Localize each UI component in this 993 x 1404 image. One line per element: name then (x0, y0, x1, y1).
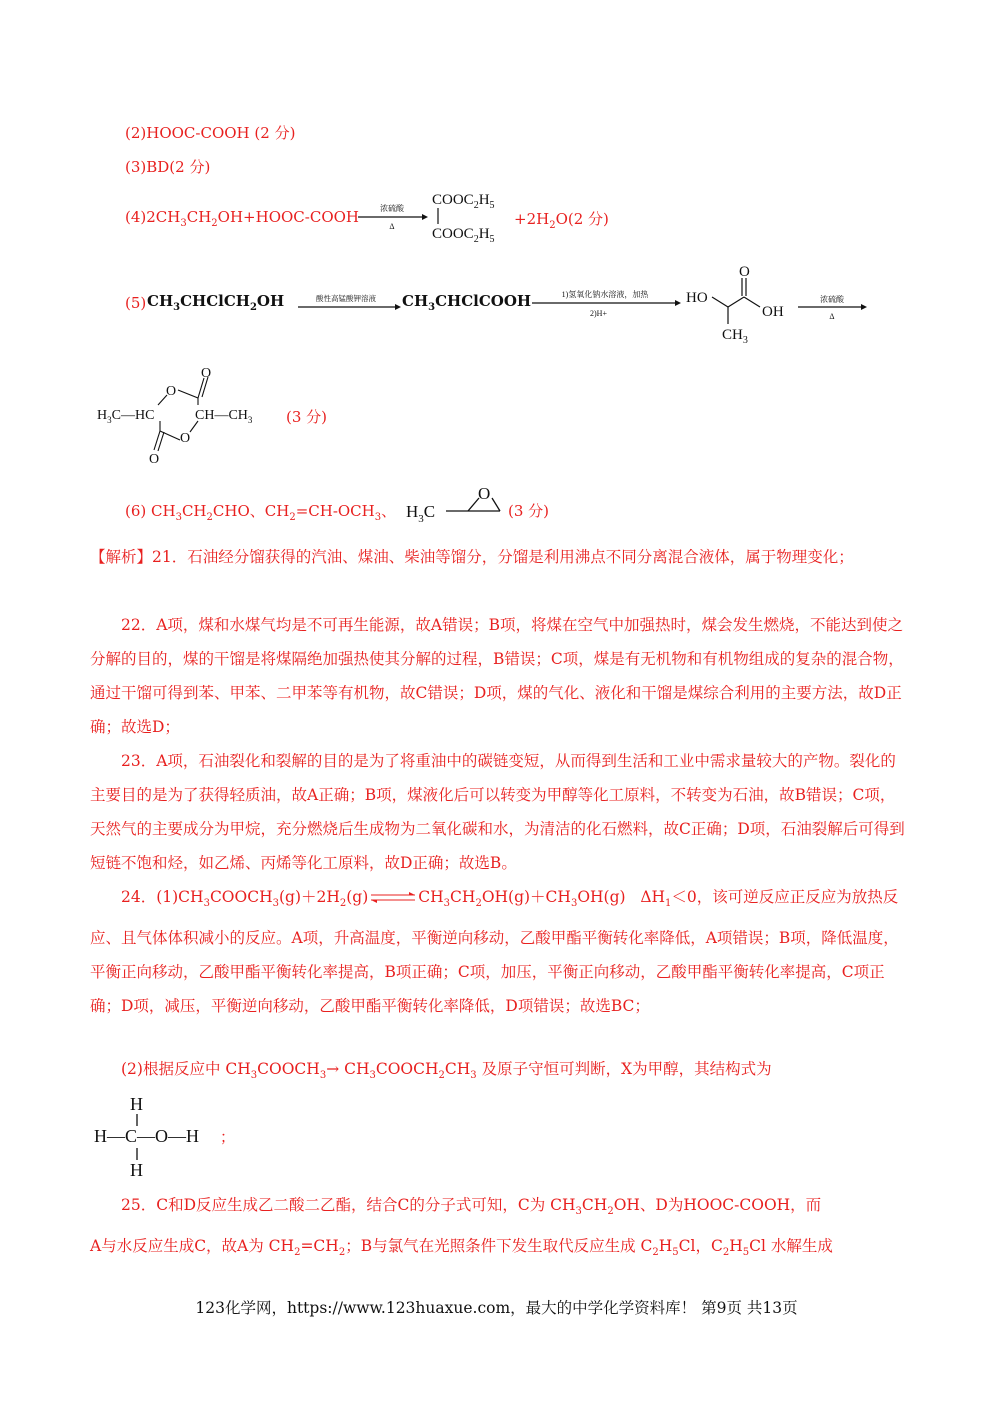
analysis-25: 25．C和D反应生成乙二酸二乙酯，结合C的分子式可知，C为 $CH_3CH_2OH$、D为HOOC-COOH，而 A与水反应生成C，故A为 $CH_2=CH_2$；B与氯气在光照条件下发生取代反应生成 $C_2H_5Cl$，$C_2H_5Cl$ 水解生成 (90, 1196, 833, 1259)
answer-5-arrow-3 (796, 292, 868, 324)
svg-text:1)氢氧化钠水溶液，加热: 1)氢氧化钠水溶液，加热 (561, 290, 649, 299)
answer-3: (3)BD(2 分) (125, 158, 211, 176)
methyl-oxirane-structure (404, 484, 504, 526)
svg-text:COOC2H5: $COOC_2H_5$ (432, 226, 495, 245)
svg-text:H—C—O—H: H—C—O—H (94, 1126, 200, 1146)
methanol-structure (92, 1092, 242, 1182)
page-footer: 123化学网，https://www.123huaxue.com，最大的中学化学资料库！ 第9页 共13页 (195, 1299, 798, 1317)
analysis-21: 【解析】21．石油经分馏获得的汽油、煤油、柴油等馏分，分馏是利用沸点不同分离混合液体，属于物理变化； (90, 548, 854, 566)
svg-text:H3C—HC: $H_3C—HC$ (97, 408, 155, 425)
svg-text:酸性高锰酸钾溶液: 酸性高锰酸钾溶液 (316, 294, 376, 303)
answer-5-arrow-2 (530, 284, 682, 322)
svg-text:OH: OH (762, 304, 784, 320)
svg-text:2)H+: 2)H+ (590, 309, 607, 318)
svg-text:O: O (739, 264, 750, 280)
analysis-24-2: (2)根据反应中 $CH_3COOCH_3\to$ $CH_3COOCH_2CH_3$ 及原子守恒可判断，X为甲醇，其结构式为 (121, 1060, 772, 1082)
svg-text:CH3: $CH_3$ (722, 327, 748, 346)
answer-4-arrow (356, 196, 428, 236)
svg-text:O: O (149, 452, 160, 467)
svg-text:O: O (478, 484, 491, 503)
svg-text:H: H (130, 1094, 143, 1114)
answer-2: (2)HOOC-COOH (2 分) (125, 124, 296, 142)
answer-6: (6) $CH_3CH_2CHO$、$CH_2=CH-OCH_3$、 (125, 502, 397, 523)
svg-text:浓硫酸: 浓硫酸 (380, 204, 404, 213)
svg-text:Δ: Δ (829, 312, 835, 321)
lactic-acid-structure (682, 262, 794, 346)
svg-text:H: H (130, 1160, 143, 1180)
svg-text:O: O (180, 431, 191, 446)
answer-4-score: $+2H_2O(2$ 分) (514, 210, 609, 231)
answer-4-lhs: $(4)2CH_3CH_2OH+HOOC$-COOH (125, 208, 359, 229)
svg-text:浓硫酸: 浓硫酸 (820, 295, 844, 304)
analysis-23: 23．A项，石油裂化和裂解的目的是为了将重油中的碳链变短，从而得到生活和工业中需求量较大的产物。裂化的主要目的是为了获得轻质油，故A正确；B项，煤液化后可以转变为甲醇等化工原料，不转变为石油，故B错误；C项，天然气的主要成分为甲烷，充分燃烧后生成物为二氧化碳和水，为清洁的化石燃料，故C正确；D项，石油裂解后可得到短链不饱和烃，如乙烯、丙烯等化工原料，故D正确；故选B。 (90, 752, 905, 872)
svg-text:COOC2H5: $COOC_2H_5$ (432, 192, 495, 211)
answer-5-intermediate: $CH_3CHClCOOH$ (402, 292, 532, 313)
svg-text:H3C: $H_3C$ (406, 502, 436, 525)
answer-5-label: (5) (125, 294, 147, 312)
diethyl-oxalate-structure (430, 188, 520, 246)
answer-6-score: (3 分) (508, 502, 550, 520)
svg-text:CH—CH3: $CH—CH_3$ (195, 408, 253, 425)
analysis-24: 24．$(1)CH_3COOCH_3(g)+2H_2(g)$ $CH_3CH_2OH(g)+CH_3OH(g)$ $\Delta H_1<0$，该可逆反应正反应为放热反应、且气体体积减小的反应。A项，升高温度，平衡逆向移动，乙酸甲酯平衡转化率降低，A项错误；B项，降低温度，平衡正向移动，乙酸甲酯平衡转化率提高，B项正确；C项，加压，平衡正向移动，乙酸甲酯平衡转化率提高，C项正确；D项，减压，平衡逆向移动，乙酸甲酯平衡转化率降低，D项错误；故选BC； (90, 888, 899, 1016)
analysis-22: 22．A项，煤和水煤气均是不可再生能源，故A错误；B项，将煤在空气中加强热时，煤会发生燃烧，不能达到使之分解的目的，煤的干馏是将煤隔绝加强热使其分解的过程，B错误；C项，煤是有无机物和有机物组成的复杂的混合物，通过干馏可得到苯、甲苯、二甲苯等有机物，故C错误；D项，煤的气化、液化和干馏是煤综合利用的主要方法，故D正确；故选D； (90, 616, 904, 736)
svg-text:Δ: Δ (389, 222, 395, 231)
lactide-structure (94, 364, 294, 468)
svg-text:O: O (201, 366, 212, 381)
answer-5-reactant: $CH_3CHClCH_2OH$ (147, 292, 285, 313)
answer-5-arrow-1 (296, 290, 402, 314)
answer-5-score: (3 分) (286, 408, 328, 426)
svg-text:HO: HO (686, 290, 708, 306)
svg-text:O: O (166, 384, 177, 399)
svg-text:；: ； (220, 1130, 236, 1146)
